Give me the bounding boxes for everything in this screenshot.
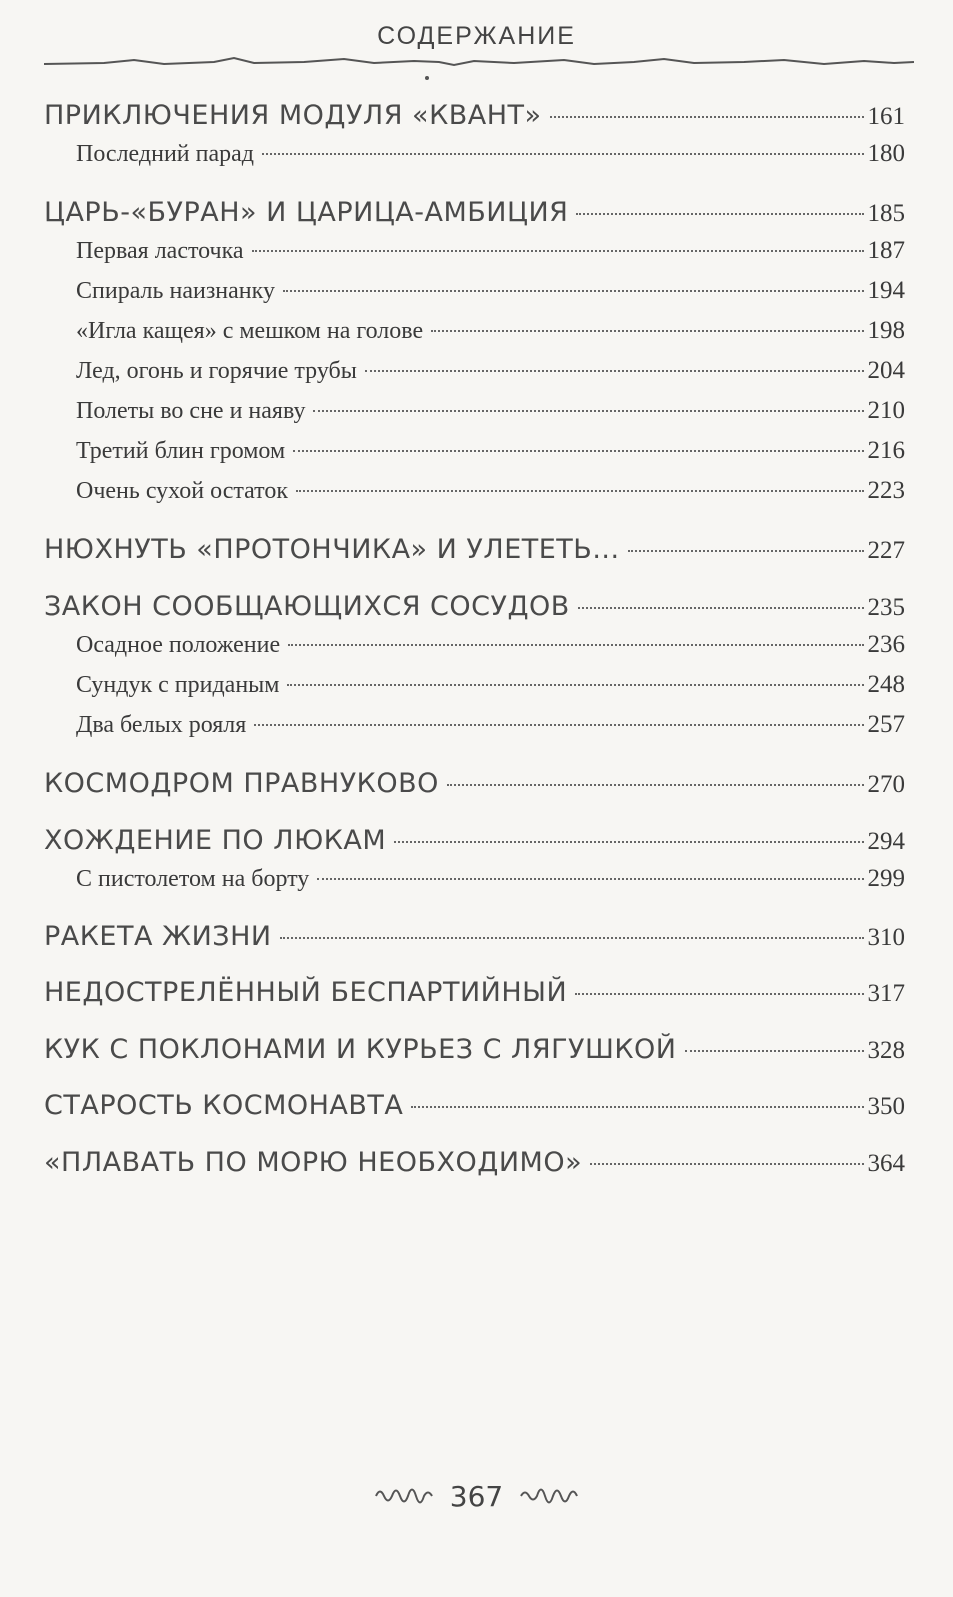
toc-entry[interactable] (44, 921, 905, 952)
squiggle-ornament-right-icon (517, 1483, 579, 1509)
toc-entry-title: Полеты во сне и наяву (76, 398, 306, 424)
toc-entry-title: ПРИКЛЮЧЕНИЯ МОДУЛЯ «КВАНТ» (44, 100, 542, 131)
toc-entry-title: Первая ласточка (76, 238, 244, 264)
toc-entry[interactable] (44, 1034, 905, 1065)
dot-leader (578, 607, 864, 609)
toc-entry-page: 180 (867, 140, 905, 167)
toc-entry-page: 216 (867, 437, 905, 464)
toc-entry-title: КОСМОДРОМ ПРАВНУКОВО (44, 768, 439, 799)
dot-leader (296, 490, 863, 492)
toc-entry[interactable] (44, 100, 905, 131)
toc-entry-page: 194 (867, 277, 905, 304)
toc-entry[interactable] (76, 865, 905, 893)
toc-entry[interactable] (44, 197, 905, 228)
toc-entry[interactable] (76, 140, 905, 168)
toc-entry-page: 364 (867, 1150, 905, 1177)
toc-entry-title: Осадное положение (76, 632, 281, 658)
toc-entry-title: Спираль наизнанку (76, 278, 275, 304)
toc-entry-title: ЗАКОН СООБЩАЮЩИХСЯ СОСУДОВ (44, 591, 570, 622)
dot-leader (575, 993, 863, 995)
toc-entry-page: 198 (867, 317, 905, 344)
dot-leader (288, 644, 863, 646)
toc-entry-title: Третий блин громом (76, 438, 286, 464)
toc-entry-page: 185 (867, 200, 905, 227)
dot-leader (365, 370, 864, 372)
toc-entry-title: С пистолетом на борту (76, 866, 310, 892)
dot-leader (394, 841, 863, 843)
toc-entry-page: 227 (867, 537, 905, 564)
toc-entry-page: 161 (867, 103, 905, 130)
toc-entry[interactable] (44, 534, 905, 565)
toc-entry[interactable] (44, 591, 905, 622)
toc-entry-page: 270 (867, 771, 905, 798)
toc-entry-title: Лед, огонь и горячие трубы (76, 358, 357, 384)
toc-entry-page: 310 (867, 924, 905, 951)
toc-entry-title: НЮХНУТЬ «ПРОТОНЧИКА» И УЛЕТЕТЬ... (44, 534, 620, 565)
dot-leader (254, 724, 863, 726)
dot-leader (262, 153, 864, 155)
dot-leader (293, 450, 863, 452)
dot-leader (447, 784, 864, 786)
page-title: СОДЕРЖАНИЕ (377, 22, 576, 50)
dot-leader (313, 410, 863, 412)
toc-entry-page: 210 (867, 397, 905, 424)
toc-entry[interactable] (44, 825, 905, 856)
toc-entry[interactable] (76, 317, 905, 345)
toc-entry-title: Два белых рояля (76, 712, 247, 738)
toc-entry-page: 248 (867, 671, 905, 698)
toc-entry-page: 328 (867, 1037, 905, 1064)
toc-entry-title: Сундук с приданым (76, 672, 280, 698)
toc-entry[interactable] (76, 711, 905, 739)
dot-leader (252, 250, 864, 252)
toc-entry-title: Последний парад (76, 141, 254, 167)
dot-leader (317, 878, 863, 880)
dot-leader (411, 1106, 863, 1108)
dot-leader (628, 550, 864, 552)
toc-entry-title: «Игла кащея» с мешком на голове (76, 318, 424, 344)
toc-entry[interactable] (76, 397, 905, 425)
toc-entry-title: «ПЛАВАТЬ ПО МОРЮ НЕОБХОДИМО» (44, 1147, 583, 1178)
toc-entry-title: КУК С ПОКЛОНАМИ И КУРЬЕЗ С ЛЯГУШКОЙ (44, 1034, 677, 1065)
toc-entry-page: 236 (867, 631, 905, 658)
toc-entry-title: НЕДОСТРЕЛЁННЫЙ БЕСПАРТИЙНЫЙ (44, 977, 568, 1008)
toc-entry-page: 350 (867, 1093, 905, 1120)
toc-entry-page: 223 (867, 477, 905, 504)
toc-entry[interactable] (76, 671, 905, 699)
dot-leader (280, 937, 864, 939)
toc-entry-page: 299 (867, 865, 905, 892)
toc-entry-page: 257 (867, 711, 905, 738)
toc-entry-title: ХОЖДЕНИЕ ПО ЛЮКАМ (44, 825, 387, 856)
toc-entry[interactable] (44, 977, 905, 1008)
toc-entry[interactable] (44, 768, 905, 799)
toc-entry-title: ЦАРЬ-«БУРАН» И ЦАРИЦА-АМБИЦИЯ (44, 197, 569, 228)
toc-entry[interactable] (76, 437, 905, 465)
dot-leader (685, 1050, 864, 1052)
toc-entry-page: 235 (867, 594, 905, 621)
dot-leader (550, 116, 864, 118)
page-footer (0, 1476, 953, 1516)
toc-entry[interactable] (76, 631, 905, 659)
toc-entry[interactable] (76, 357, 905, 385)
dot-leader (287, 684, 863, 686)
dot-leader (431, 330, 863, 332)
toc-entry[interactable] (76, 237, 905, 265)
dot-leader (590, 1163, 863, 1165)
squiggle-ornament-left-icon (374, 1483, 436, 1509)
dot-leader (576, 213, 863, 215)
toc-entry[interactable] (44, 1147, 905, 1178)
toc-entry-page: 317 (867, 980, 905, 1007)
toc-entry-title: Очень сухой остаток (76, 478, 289, 504)
toc-entry-title: СТАРОСТЬ КОСМОНАВТА (44, 1090, 404, 1121)
dot-leader (283, 290, 864, 292)
toc-entry[interactable] (76, 277, 905, 305)
toc-entry-page: 204 (867, 357, 905, 384)
toc-entry-title: РАКЕТА ЖИЗНИ (44, 921, 272, 952)
toc-entry[interactable] (44, 1090, 905, 1121)
toc-entry[interactable] (76, 477, 905, 505)
page-number: 367 (449, 1479, 504, 1513)
toc-entry-page: 187 (867, 237, 905, 264)
toc-entry-page: 294 (867, 828, 905, 855)
